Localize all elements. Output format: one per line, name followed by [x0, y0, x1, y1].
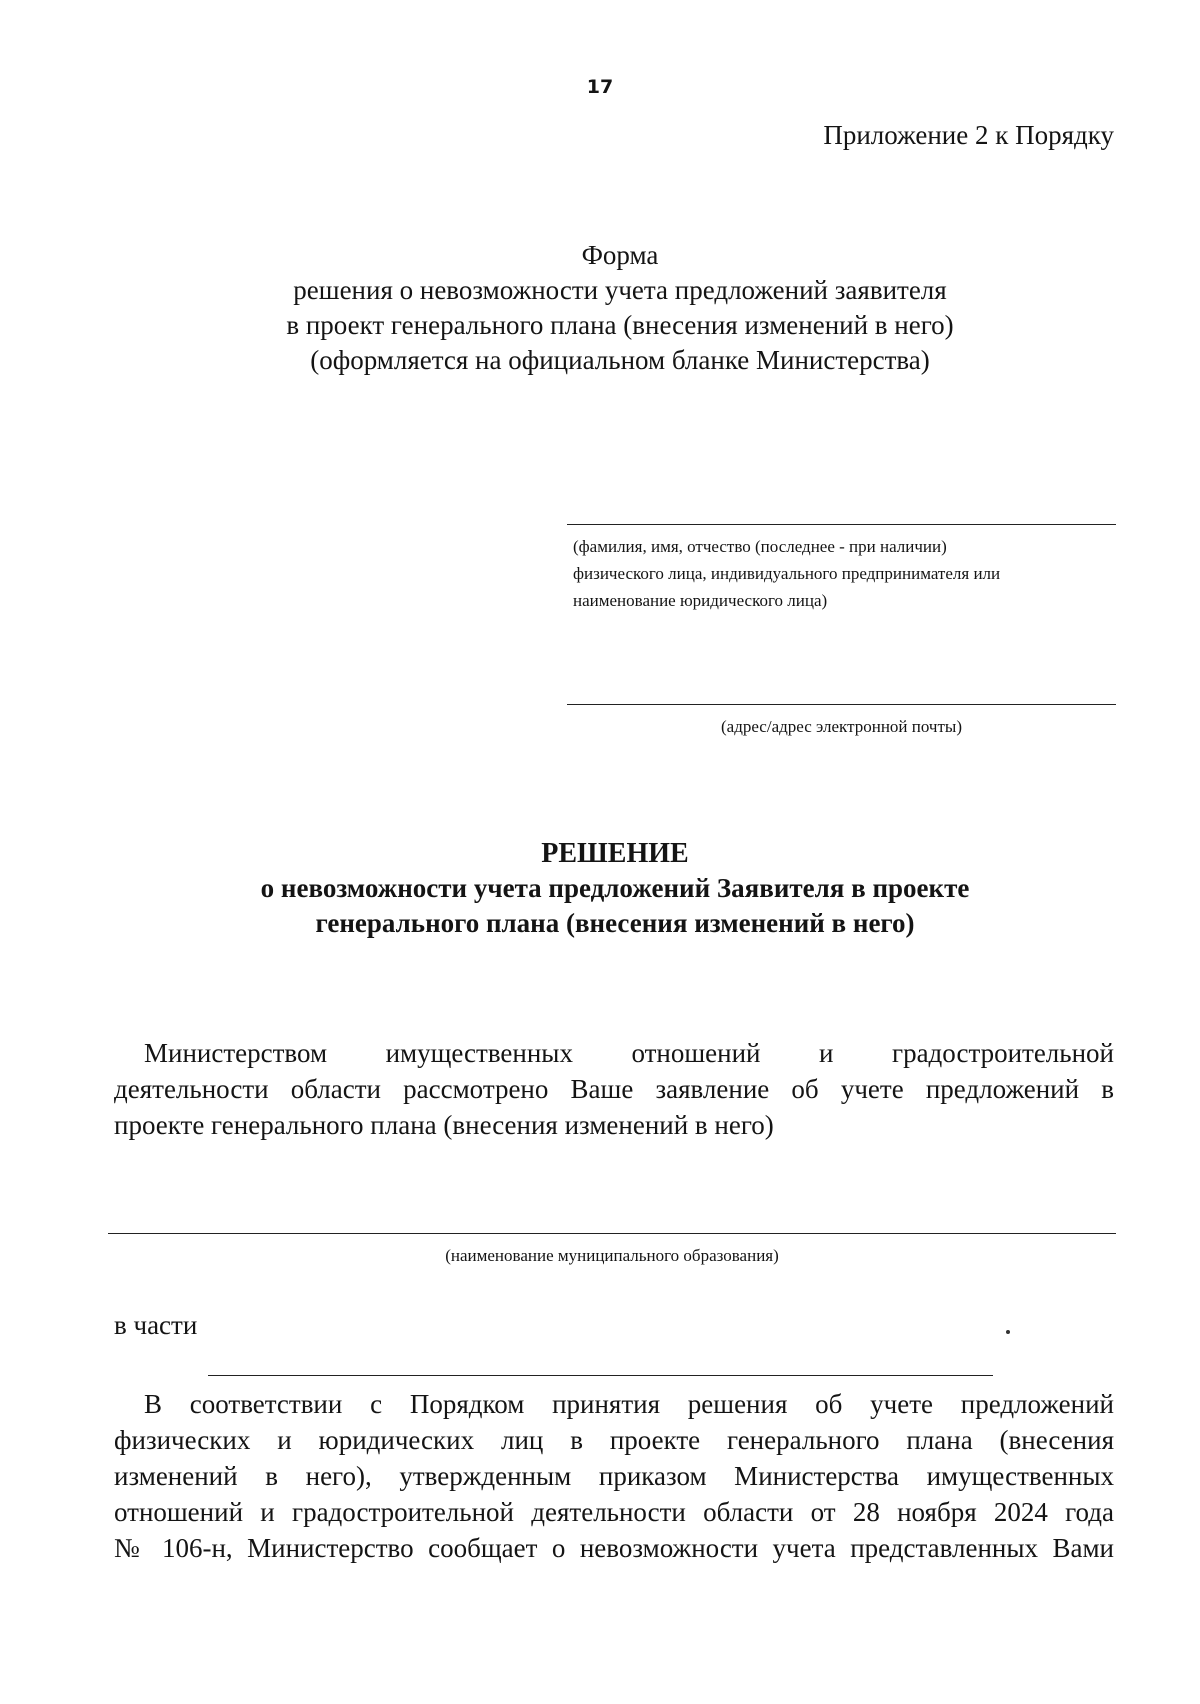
caption-line: (фамилия, имя, отчество (последнее - при наличии)	[573, 537, 947, 556]
paragraph-line: деятельности области рассмотрено Ваше заявление об учете предложений в	[114, 1074, 1114, 1104]
paragraph-line: изменений в него), утвержденным приказом Министерства имущественных	[114, 1461, 1114, 1491]
page-number: 17	[586, 76, 614, 98]
caption-line: физического лица, индивидуального предпринимателя или	[573, 564, 1001, 583]
form-title-line: в проект генерального плана (внесения изменений в него)	[286, 310, 954, 340]
decision-subtitle-line: генерального плана (внесения изменений в него)	[315, 908, 915, 938]
paragraph-line: проекте генерального плана (внесения изменений в него)	[114, 1110, 774, 1140]
address-caption: (адрес/адрес электронной почты)	[720, 717, 962, 736]
municipality-caption: (наименование муниципального образования)	[445, 1246, 779, 1265]
addressee-name-line	[567, 524, 1116, 525]
in-part-label: в части	[114, 1310, 198, 1340]
addressee-address-line	[567, 704, 1116, 705]
paragraph-line: Министерством имущественных отношений и градостроительной	[144, 1038, 1114, 1068]
decision-title	[150, 836, 1080, 941]
in-part-line	[208, 1375, 993, 1376]
municipality-line	[108, 1233, 1116, 1234]
paragraph-line: физических и юридических лиц в проекте генерального плана (внесения	[114, 1425, 1114, 1455]
addressee-name-caption	[573, 533, 1133, 614]
paragraph-line: № 106-н, Министерство сообщает о невозможности учета представленных Вами	[114, 1533, 1114, 1563]
dot-mark	[1006, 1330, 1010, 1334]
form-title	[200, 238, 1040, 378]
form-title-line: (оформляется на официальном бланке Министерства)	[310, 345, 930, 375]
appendix-reference: Приложение 2 к Порядку	[823, 120, 1114, 150]
form-title-line: Форма	[581, 240, 659, 270]
decision-heading: РЕШЕНИЕ	[541, 838, 689, 869]
caption-line: наименование юридического лица)	[573, 591, 828, 610]
paragraph-line: В соответствии с Порядком принятия решения об учете предложений	[144, 1389, 1114, 1419]
form-title-line: решения о невозможности учета предложений заявителя	[293, 275, 947, 305]
paragraph-line: отношений и градостроительной деятельности области от 28 ноября 2024 года	[114, 1497, 1114, 1527]
paragraph-review	[114, 1035, 1114, 1143]
paragraph-notice	[114, 1386, 1114, 1566]
decision-subtitle-line: о невозможности учета предложений Заявителя в проекте	[260, 873, 970, 903]
